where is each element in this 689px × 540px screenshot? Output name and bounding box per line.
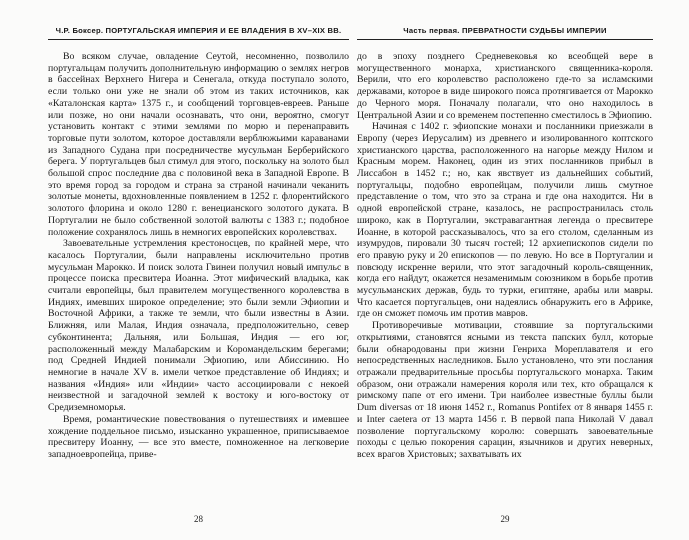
paragraph: Время, романтические повествования о путешествиях и имевшее хождение поддельное письмо, изысканно украшенное, приписываемое пресвитеру Иоанну, — все это вместе, помноженное на легковерие западноевропейца, приве-	[48, 413, 349, 460]
paragraph: Начиная с 1402 г. эфиопские монахи и посланники приезжали в Европу (через Иерусалим) из древнего и изолированного коптского христианского царства, расположенного на нагорье между Нилом и Красным морем. Наконец, один из этих посланников прибыл в Лиссабон в 1452 г.; но, как явствует из дальнейших событий, португальцы, подобно европейцам, получили лишь смутное представление о том, что это за страна и где она находится. Ни в одной европейской стране, казалось, не распространилась столь широко, как в Португалии, экстравагантная легенда о пресвитере Иоанне, в которой рассказывалось, что за его столом, сделанным из изумрудов, пировали 30 тысяч гостей; 12 архиепископов сидели по его правую руку и 20 епископов — по левую. Но все в Португалии и повсюду искренне верили, что этот загадочный король-священник, когда его найдут, окажется незаменимым союзником в борьбе против мусульманских держав, будь то турки, египтяне, арабы или мавры. Что касается португальцев, они надеялись обнаружить его в Африке, где он сможет помочь им против мавров.	[357, 121, 653, 320]
header-rule-right	[357, 39, 653, 40]
page-left	[48, 26, 349, 526]
running-head-left: Ч.Р. Боксер. ПОРТУГАЛЬСКАЯ ИМПЕРИЯ И ЕЕ ВЛАДЕНИЯ В XV–XIX ВВ.	[55, 26, 342, 35]
running-head-right: Часть первая. ПРЕВРАТНОСТИ СУДЬБЫ ИМПЕРИИ	[403, 26, 607, 35]
page-right	[357, 26, 653, 526]
page-number-left: 28	[194, 514, 203, 524]
page-number-right: 29	[500, 514, 510, 524]
paragraph: Завоевательные устремления крестоносцев, по крайней мере, что касалось Португалии, были направлены исключительно против мусульман Марокко. И поиск золота Гвинеи получил новый импульс в процессе поиска пресвитера Иоанна. Этот мифический владыка, как считали европейцы, был правителем могущественного королевства в Индиях, имевших широкое определение; это были земли Эфиопии и Восточной Африки, а также те земли, что были известны в Азии. Ближняя, или Малая, Индия означала, предположительно, север субконтинента; Дальняя, или Большая, Индия — его юг, расположенный между Малабарским и Коромандельским берегами; под Средней Индией понимали Эфиопию, или Абиссинию. Но немногие в начале XV в. имели четкое представление об Индиях; и названия «Индия» или «Индии» часто ассоциировали с некоей неизвестной и загадочной землей к востоку и юго-востоку от Средиземноморья.	[48, 238, 349, 414]
paragraph: Противоречивые мотивации, стоявшие за португальскими открытиями, становятся ясными из текста папских булл, которые были обнародованы при жизни Генриха Мореплавателя и его непосредственных наследников. Было установлено, что эти послания отражали предварительные просьбы португальского монарха. Таким образом, они отражали намерения короля или тех, кто обращался к римскому папе от его имени. Три наиболее известные буллы были Dum diversas от 18 июня 1452 г., Romanus Pontifex от 8 января 1455 г. и Inter caetera от 13 марта 1456 г. В первой папа Николай V давал позволение португальскому королю: совершать завоевательные походы с целью покорения сарацин, язычников и других неверных, всех врагов Христовых; захватывать их	[357, 320, 653, 460]
paragraph: Во всяком случае, овладение Сеутой, несомненно, позволило португальцам получить дополнительную информацию о землях негров в бассейнах Верхнего Нигера и Сенегала, откуда поступало золото, если только они уже не знали об этом из таких источников, как «Каталонская карта» 1375 г., и сообщений торговцев-евреев. Раньше или позже, но они начали осознавать, что они, вероятно, смогут установить контакт с этими землями по морю и перенаправить торговые пути золотом, которое доставляли верблюжьими караванами из Западного Судана при посредничестве мусульман Берберийского берега. У португальцев был стимул для этого, поскольку на золото был большой спрос последние два с половиной века в Западной Европе. В это время город за городом и страна за страной начинали чеканить золотые монеты, вдохновленные появлением в 1252 г. флорентийского золотого флорина и около 1280 г. венецианского золотого дуката. В Португалии не было собственной золотой валюты с 1383 г.; подобное положение сохранялось лишь в немногих европейских королевствах.	[48, 51, 349, 238]
page-body-right	[357, 51, 653, 498]
paragraph-continuation: до в эпоху позднего Средневековья ко всеобщей вере в могущественного монарха, христианского священника-короля. Верили, что его королевство расположено где-то за исламскими державами, которое в виде широкого пояса протягивается от Марокко до Черного моря. Поначалу полагали, что оно находилось в Центральной Азии и со временем постепенно сместилось в Эфиопию.	[357, 51, 653, 121]
header-rule-left	[48, 39, 349, 40]
page-body-left	[48, 51, 349, 498]
